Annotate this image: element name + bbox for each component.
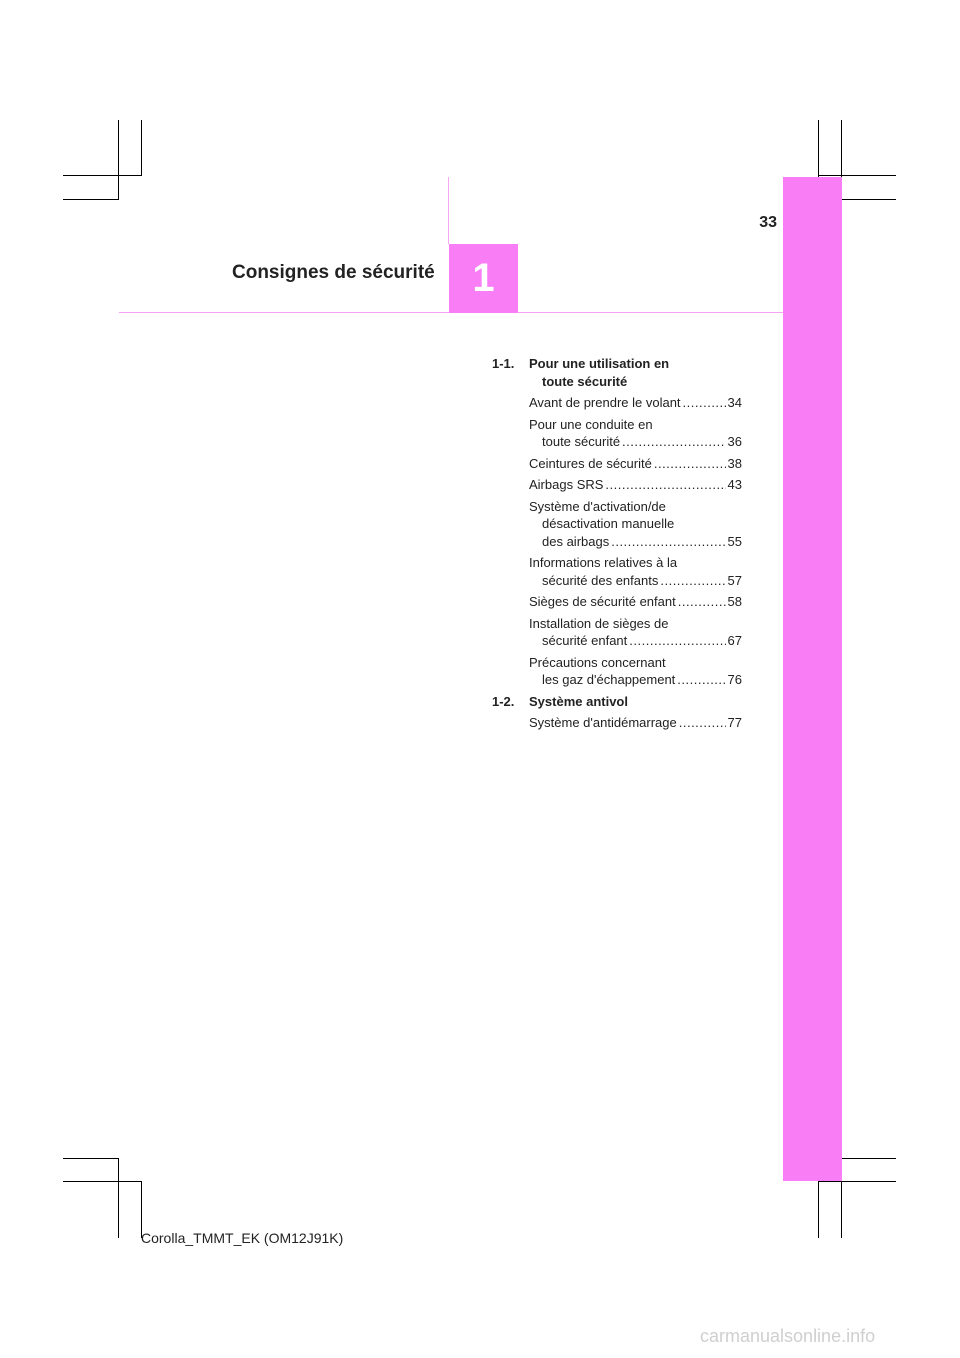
toc-page-number: 36 <box>727 434 742 449</box>
watermark: carmanualsonline.info <box>700 1326 876 1346</box>
crop-mark <box>63 199 119 200</box>
crop-mark <box>818 1181 819 1238</box>
table-of-contents <box>492 355 742 736</box>
chapter-number-box <box>449 244 518 313</box>
crop-mark <box>118 120 119 200</box>
toc-entry[interactable] <box>492 615 742 650</box>
toc-leader-dots <box>678 593 726 611</box>
toc-entry[interactable] <box>492 714 742 732</box>
toc-entry-text: Avant de prendre le volant <box>529 395 681 410</box>
crop-mark <box>141 120 142 175</box>
toc-section[interactable] <box>492 355 742 390</box>
toc-section-number: 1-1. <box>492 356 515 371</box>
toc-section[interactable] <box>492 693 742 711</box>
toc-entry-text: des airbags <box>542 533 610 549</box>
toc-leader-dots <box>622 433 725 451</box>
chapter-title: Consignes de sécurité <box>232 262 435 283</box>
crop-mark <box>818 120 819 177</box>
toc-entry[interactable] <box>492 593 742 611</box>
toc-page-number: 38 <box>727 455 742 471</box>
toc-leader-dots <box>683 394 726 412</box>
chapter-side-tab <box>783 177 842 1181</box>
toc-entry-text: Pour une conduite en <box>529 416 653 432</box>
toc-page-number: 57 <box>727 572 742 588</box>
toc-page-number: 55 <box>727 533 742 549</box>
toc-page-number: 34 <box>727 395 742 410</box>
toc-entry-text: Informations relatives à la <box>529 555 678 570</box>
crop-mark <box>841 199 896 200</box>
toc-leader-dots <box>611 533 725 551</box>
toc-entry-text: sécurité des enfants <box>542 572 659 588</box>
toc-entry-text: Système d'activation/de <box>529 498 666 514</box>
toc-section-title: Système antivol <box>529 693 628 709</box>
toc-entry-text: désactivation manuelle <box>542 516 675 531</box>
crop-mark <box>118 1158 119 1238</box>
page-number: 33 <box>759 214 777 231</box>
header-divider <box>448 177 449 244</box>
toc-entry[interactable] <box>492 554 742 589</box>
chapter-number: 1 <box>472 256 495 300</box>
toc-section-title: Pour une utilisation en <box>529 356 670 371</box>
toc-page-number: 67 <box>727 633 742 648</box>
toc-entry[interactable] <box>492 476 742 494</box>
toc-entry-text: Installation de sièges de <box>529 615 669 631</box>
toc-entry-text: Airbags SRS <box>529 477 604 492</box>
toc-leader-dots <box>660 572 725 590</box>
toc-entry-text: Ceintures de sécurité <box>529 455 652 471</box>
toc-section-number: 1-2. <box>492 693 515 709</box>
crop-mark <box>818 1181 896 1182</box>
toc-entry-text: les gaz d'échappement <box>542 672 676 687</box>
toc-page-number: 77 <box>727 715 742 730</box>
toc-entry[interactable] <box>492 416 742 451</box>
footer-doc-id: Corolla_TMMT_EK (OM12J91K) <box>141 1230 344 1246</box>
toc-entry-text: Système d'antidémarrage <box>529 715 677 730</box>
toc-leader-dots <box>654 455 726 473</box>
toc-entry[interactable] <box>492 498 742 551</box>
toc-section-title-cont: toute sécurité <box>542 373 628 389</box>
toc-entry-text: Précautions concernant <box>529 654 666 670</box>
toc-entry-text: Sièges de sécurité enfant <box>529 594 676 609</box>
toc-page-number: 58 <box>727 594 742 609</box>
toc-entry-text: sécurité enfant <box>542 633 628 648</box>
toc-leader-dots <box>677 671 725 689</box>
crop-mark <box>841 1158 896 1159</box>
crop-mark <box>63 175 142 176</box>
toc-leader-dots <box>605 476 725 494</box>
toc-entry-text: toute sécurité <box>542 434 621 449</box>
crop-mark <box>63 1181 142 1182</box>
toc-leader-dots <box>629 632 725 650</box>
toc-page-number: 76 <box>727 672 742 687</box>
toc-leader-dots <box>679 714 726 732</box>
crop-mark <box>63 1158 119 1159</box>
toc-entry[interactable] <box>492 455 742 473</box>
toc-entry[interactable] <box>492 394 742 412</box>
toc-entry[interactable] <box>492 654 742 689</box>
toc-page-number: 43 <box>727 477 742 492</box>
crop-mark <box>818 175 896 176</box>
